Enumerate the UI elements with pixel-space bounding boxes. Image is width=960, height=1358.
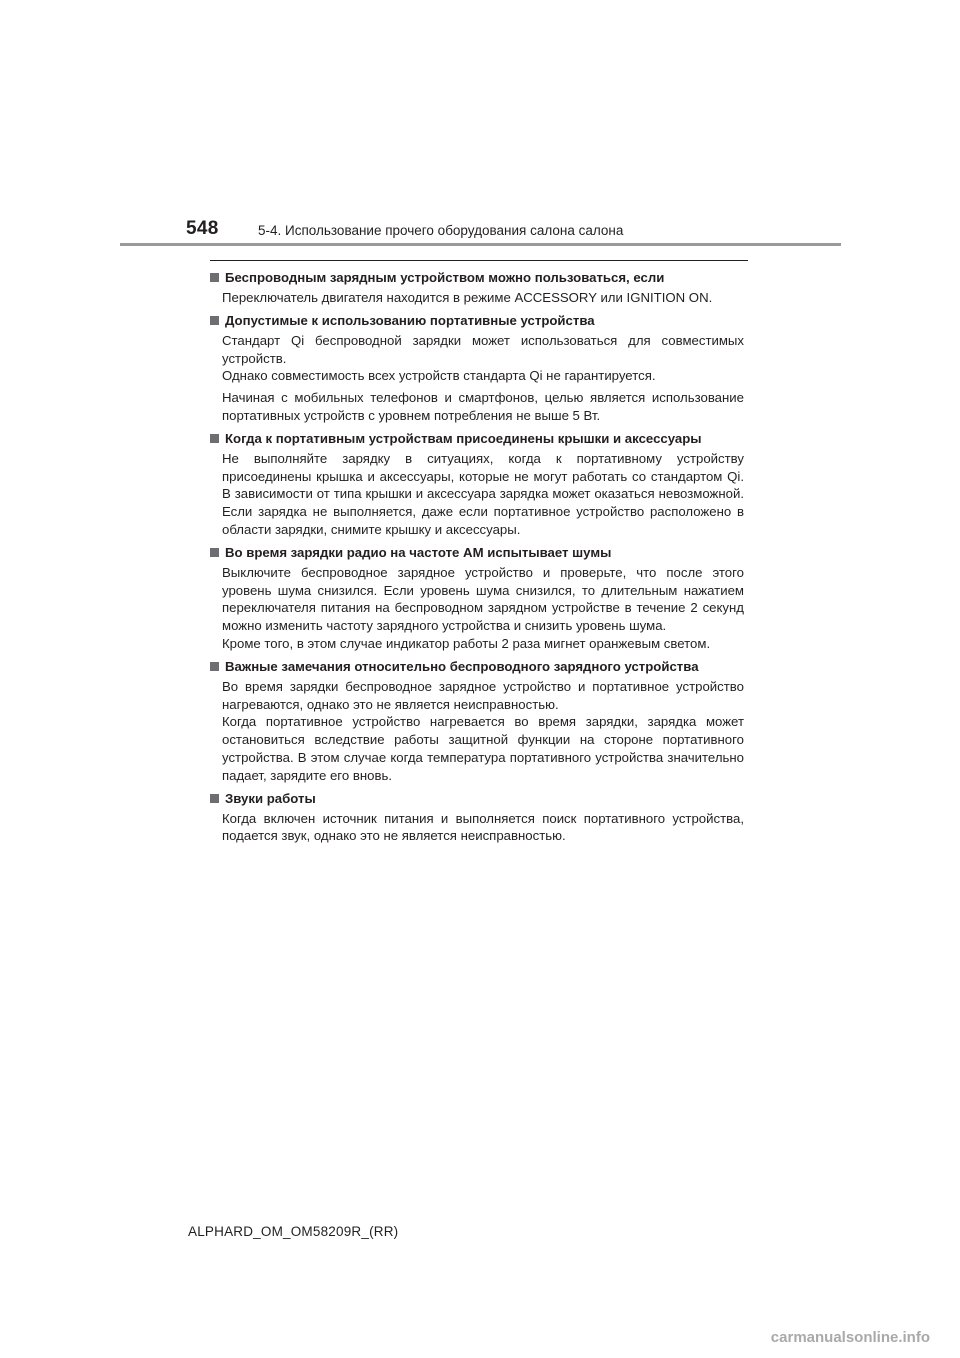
section-heading [210,429,744,448]
square-bullet-icon [210,794,219,803]
section-heading [210,657,744,676]
content-body [210,268,744,849]
paragraph: Когда включен источник питания и выполняется поиск портативного устройства, подается звук, однако это не является неисправностью. [222,810,744,844]
heading-text: Когда к портативным устройствам присоединены крышки и аксессуары [225,430,702,446]
square-bullet-icon [210,273,219,282]
section-heading [210,543,744,562]
paragraph: Не выполняйте зарядку в ситуациях, когда к портативному устройству присоединены крышка и аксессуары, которые не могут работать со стандартом Qi. В зависимости от типа крышки и аксессуара зарядка может оказаться невозможной. Если зарядка не выполняется, даже если портативное устройство расположено в области зарядки, снимите крышку и аксессуары. [222,450,744,537]
paragraph: Кроме того, в этом случае индикатор работы 2 раза мигнет оранжевым светом. [222,635,711,651]
paragraph: Когда портативное устройство нагревается во время зарядки, зарядка может остановиться вследствие работы защитной функции на стороне портативного устройства. В этом случае когда температура портативного устройства значительно падает, зарядите его вновь. [222,714,744,783]
paragraph: Начиная с мобильных телефонов и смартфонов, целью является использование портативных устройств с уровнем потребления не выше 5 Вт. [222,390,744,423]
watermark[interactable]: carmanualsonline.info [770,1329,930,1346]
document-code: ALPHARD_OM_OM58209R_(RR) [188,1224,399,1239]
section-heading [210,789,744,808]
header-divider [120,243,841,246]
heading-text: Звуки работы [225,790,316,806]
heading-text: Важные замечания относительно беспроводного зарядного устройства [225,658,699,674]
page-number: 548 [186,218,219,239]
paragraph: Стандарт Qi беспроводной зарядки может использоваться для совместимых устройств. [222,332,744,366]
paragraph: Однако совместимость всех устройств стандарта Qi не гарантируется. [222,368,656,384]
square-bullet-icon [210,548,219,557]
heading-text: Во время зарядки радио на частоте AM испытывает шумы [225,544,612,560]
paragraph: Во время зарядки беспроводное зарядное устройство и портативное устройство нагреваются, однако это не является неисправностью. [222,678,744,712]
paragraph: Выключите беспроводное зарядное устройство и проверьте, что после этого уровень шума снизился. Если уровень шума снизился, то длительным нажатием переключателя питания на беспроводном зарядном устройстве в течение 2 секунд можно изменить частоту зарядного устройства и снизить уровень шума. [222,564,744,634]
square-bullet-icon [210,316,219,325]
content-divider [210,260,748,261]
heading-text: Допустимые к использованию портативные устройства [225,312,595,328]
section-heading [210,268,744,287]
section-heading [210,311,744,330]
square-bullet-icon [210,662,219,671]
heading-text: Беспроводным зарядным устройством можно пользоваться, если [225,270,665,285]
square-bullet-icon [210,434,219,443]
section-title: 5-4. Использование прочего оборудования салона салона [258,223,624,238]
paragraph: Переключатель двигателя находится в режиме ACCESSORY или IGNITION ON. [222,290,713,305]
